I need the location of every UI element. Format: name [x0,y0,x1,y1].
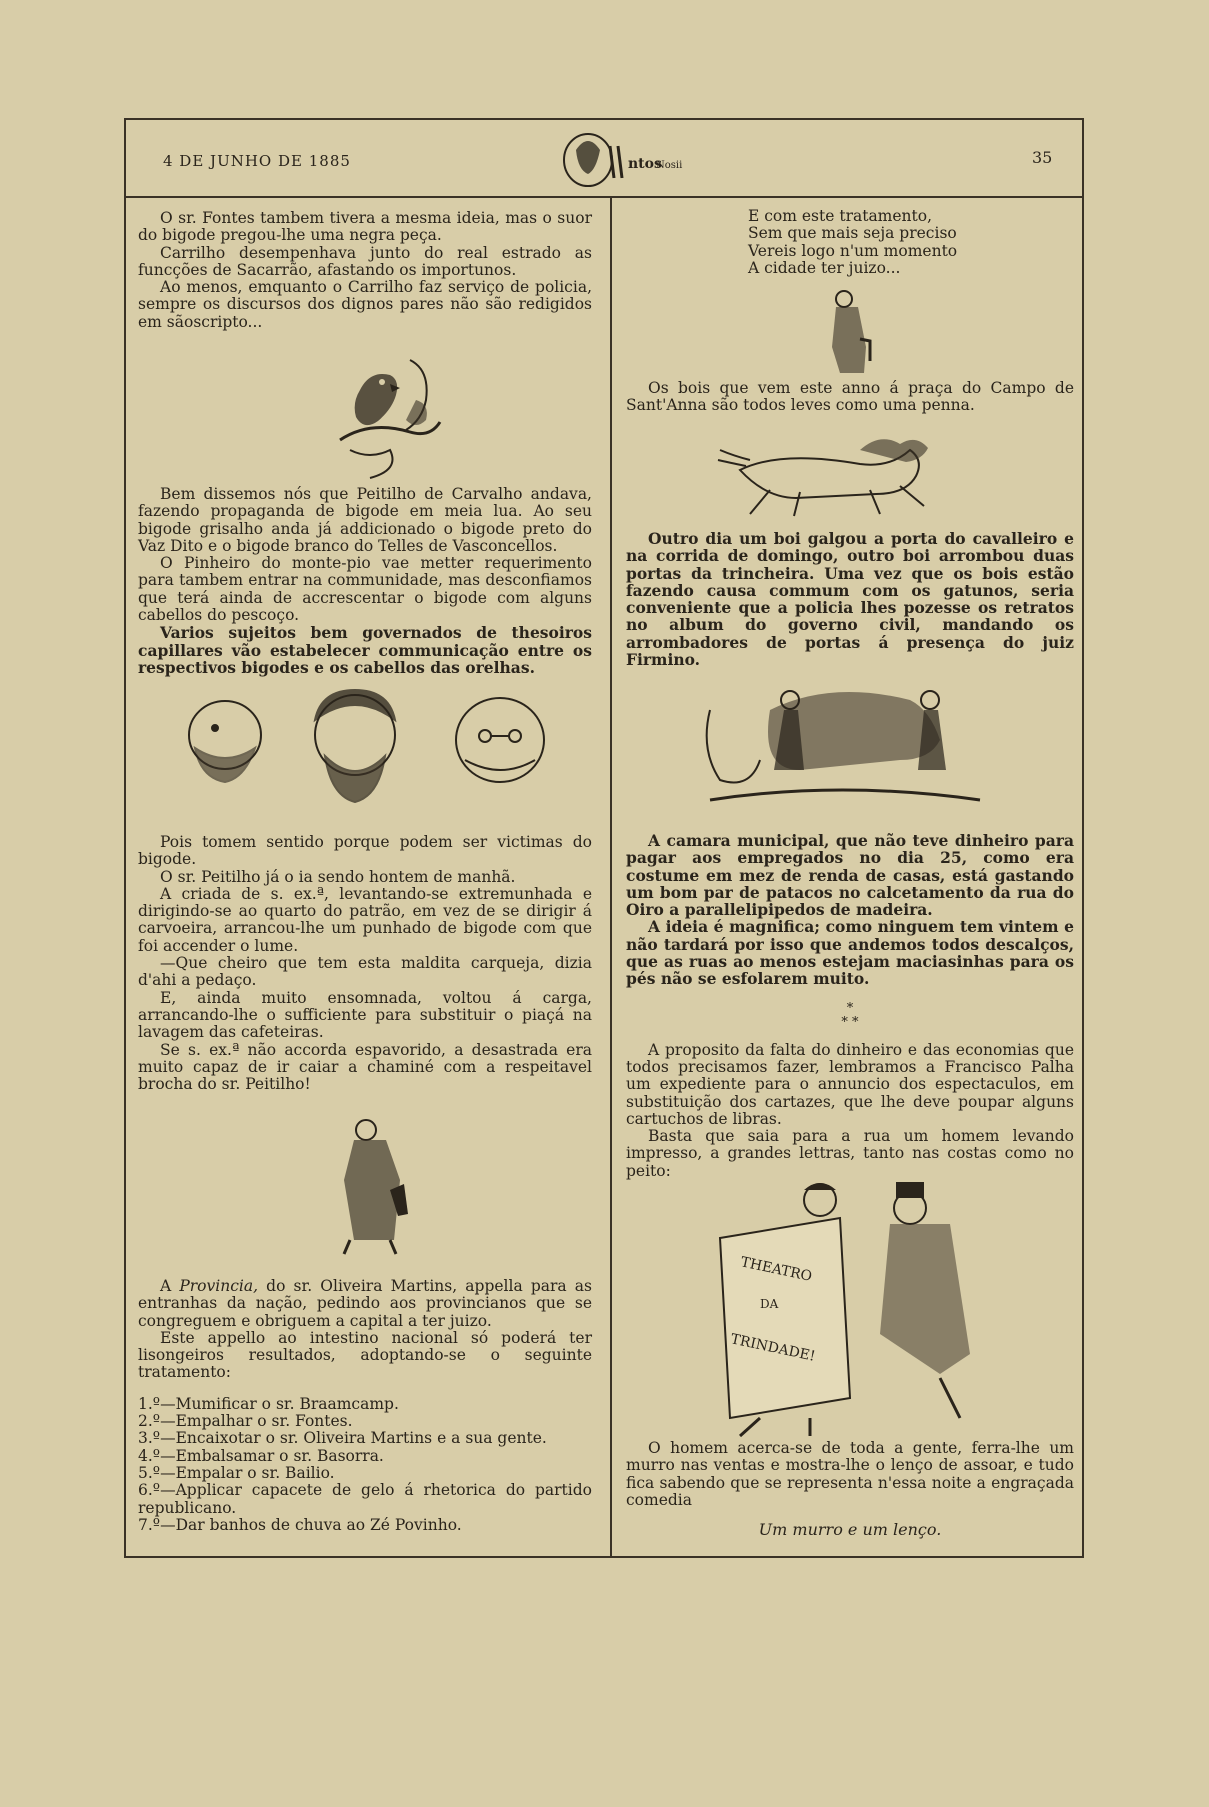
ox-icon [710,420,960,520]
left-block-2 [138,486,592,676]
paragraph: Carrilho desempenhava junto do real estrado as funcções de Sacarrão, afastando os importunos. [138,243,592,279]
paragraph: O sr. Fontes tambem tivera a mesma ideia, mas o suor do bigode pregou-lhe uma negra peça. [138,209,592,245]
paragraph: —Que cheiro que tem esta maldita carqueja, dizia d'ahi a pedaço. [138,954,592,990]
bearded-heads-icon [165,690,585,808]
list-item: 6.º—Applicar capacete de gelo á rhetorica do partido republicano. [138,1481,592,1517]
paragraph: O homem acerca-se de toda a gente, ferra-lhe um murro nas ventas e mostra-lhe o lenço de assoar, e tudo fica sabendo que se representa n'essa noite a engraçada comedia [626,1439,1074,1509]
verse-line: Vereis logo n'um momento [748,241,958,260]
left-block-3 [138,834,592,1093]
small-figure-illustration [820,285,880,377]
left-block-1 [138,210,592,331]
ox-herders-icon [690,670,990,820]
bottom-rule [124,1556,1084,1558]
issue-date: 4 DE JUNHO DE 1885 [163,152,351,170]
parrot-icon [320,340,460,480]
separator-stars: * [846,1000,854,1016]
parrot-illustration [320,340,460,480]
paragraph: Pois tomem sentido porque podem ser victimas do bigode. [138,833,592,869]
ox-and-men-illustration [690,670,990,820]
column-rule [610,198,612,1556]
sign-text: DA [760,1297,779,1311]
paragraph: Se s. ex.ª não accorda espavorido, a desastrada era muito capaz de ir caiar a chaminé com a respeitavel brocha do sr. Peitilho! [138,1040,592,1094]
paragraph: Ao menos, emquanto o Carrilho faz serviço de policia, sempre os discursos dos dignos pares não são redigidos em sãoscripto... [138,278,592,331]
paragraph: A Provincia, do sr. Oliveira Martins, appella para as entranhas da nação, pedindo aos provincianos que se congreguem e obriguem a capital a ter juizo. [138,1277,592,1330]
cloaked-figure-icon [330,1110,420,1260]
page-number: 35 [1032,148,1053,167]
left-block-4 [138,1278,592,1534]
list-item: 7.º—Dar banhos de chuva ao Zé Povinho. [138,1515,462,1534]
masthead-logo [548,120,683,190]
sign-text: THEATRO [739,1254,814,1285]
verse-line: Sem que mais seja preciso [748,224,957,243]
sandwich-man-illustration [700,1178,990,1438]
sign-text: TRINDADE! [729,1331,817,1365]
paragraph: A criada de s. ex.ª, levantando-se extremunhada e dirigindo-se ao quarto do patrão, em vez de se dirigir á carvoeira, arrancou-lhe um punhado de bigode com que foi accender o lume. [138,884,592,955]
paragraph: A proposito da falta do dinheiro e das economias que todos precisamos fazer, lembramos a Francisco Palha um expediente para o annuncio dos espectaculos, em substituição dos cartazes, que lhe deve poupar alguns cartuchos de libras. [626,1040,1074,1128]
paragraph: A camara municipal, que não teve dinheiro para pagar aos empregados no dia 25, como era costume em mez de renda de casas, está gastando um bom par de patacos no calcetamento da rua do Oiro a parallelipipedos de madeira. [626,831,1074,920]
comedy-title: Um murro e um lenço. [758,1520,942,1540]
paragraph: Este appello ao intestino nacional só poderá ter lisongeiros resultados, adoptando-se o seguinte tratamento: [138,1328,592,1382]
separator-stars: * * [841,1014,859,1030]
verse-line: A cidade ter juizo... [748,258,901,277]
paragraph: Outro dia um boi galgou a porta do cavalleiro e na corrida de domingo, outro boi arrombou duas portas da trincheira. Uma vez que os bois estão fazendo causa commum com os gatunos, seria conveniente que a policia lhes pozesse os retratos no album do governo civil, mandando os arrombadores de portas á presença do juiz Firmino. [626,529,1074,670]
header-rule [124,196,1084,198]
right-block-2 [626,530,1074,668]
small-figure-icon [820,285,880,377]
paragraph: O Pinheiro do monte-pio vae metter requerimento para tambem entrar na communidade, mas desconfiamos que terá ainda de accrescentar o bigode com alguns cabellos do pescoço. [138,554,592,625]
list-item: 1.º—Mumificar o sr. Braamcamp. [138,1394,399,1413]
paragraph: Os bois que vem este anno á praça do Campo de Sant'Anna são todos leves como uma penna. [626,379,1074,415]
svg-text:Nosii: Nosii [656,160,683,171]
right-block-1 [626,380,1074,415]
provincia-title: Provincia, [179,1277,259,1295]
paragraph: O sr. Peitilho já o ia sendo hontem de manhã. [160,867,516,886]
paragraph: A ideia é magnifica; como ninguem tem vintem e não tardará por isso que andemos todos descalços, que as ruas ao menos estejam maciasinhas para os pés não se esfolarem muito. [626,917,1074,989]
right-block-3 [626,832,1074,1180]
sandwich-board-icon [700,1178,990,1438]
three-heads-illustration [165,690,585,808]
list-item: 4.º—Embalsamar o sr. Basorra. [138,1446,384,1465]
paragraph: Bem dissemos nós que Peitilho de Carvalho andava, fazendo propaganda de bigode em meia lua. Ao seu bigode grisalho anda já addicionado o bigode preto do Vaz Dito e o bigode branco do Telles de Vasconcellos. [138,485,592,555]
verse-line: E com este tratamento, [748,207,933,225]
list-item: 3.º—Encaixotar o sr. Oliveira Martins e a sua gente. [138,1429,547,1448]
verse [748,208,1008,277]
list-item: 5.º—Empalar o sr. Bailio. [138,1463,335,1482]
paragraph: E, ainda muito ensomnada, voltou á carga, arrancando-lhe o sufficiente para substituir o piaçá na lavagem das cafeteiras. [138,988,592,1042]
paragraph: Varios sujeitos bem governados de thesoiros capillares vão estabelecer communicação entre os respectivos bigodes e os cabellos das orelhas. [138,623,592,677]
masthead-logo-icon [548,120,683,190]
flying-ox-illustration [710,420,960,520]
right-block-5 [626,1440,1074,1538]
treatment-list [138,1396,592,1534]
svg-text:ntos: ntos [628,156,662,172]
cloaked-figure-illustration [330,1110,420,1260]
paragraph: Basta que saia para a rua um homem levando impresso, a grandes lettras, tanto nas costas como no peito: [626,1127,1074,1180]
list-item: 2.º—Empalhar o sr. Fontes. [138,1412,353,1431]
